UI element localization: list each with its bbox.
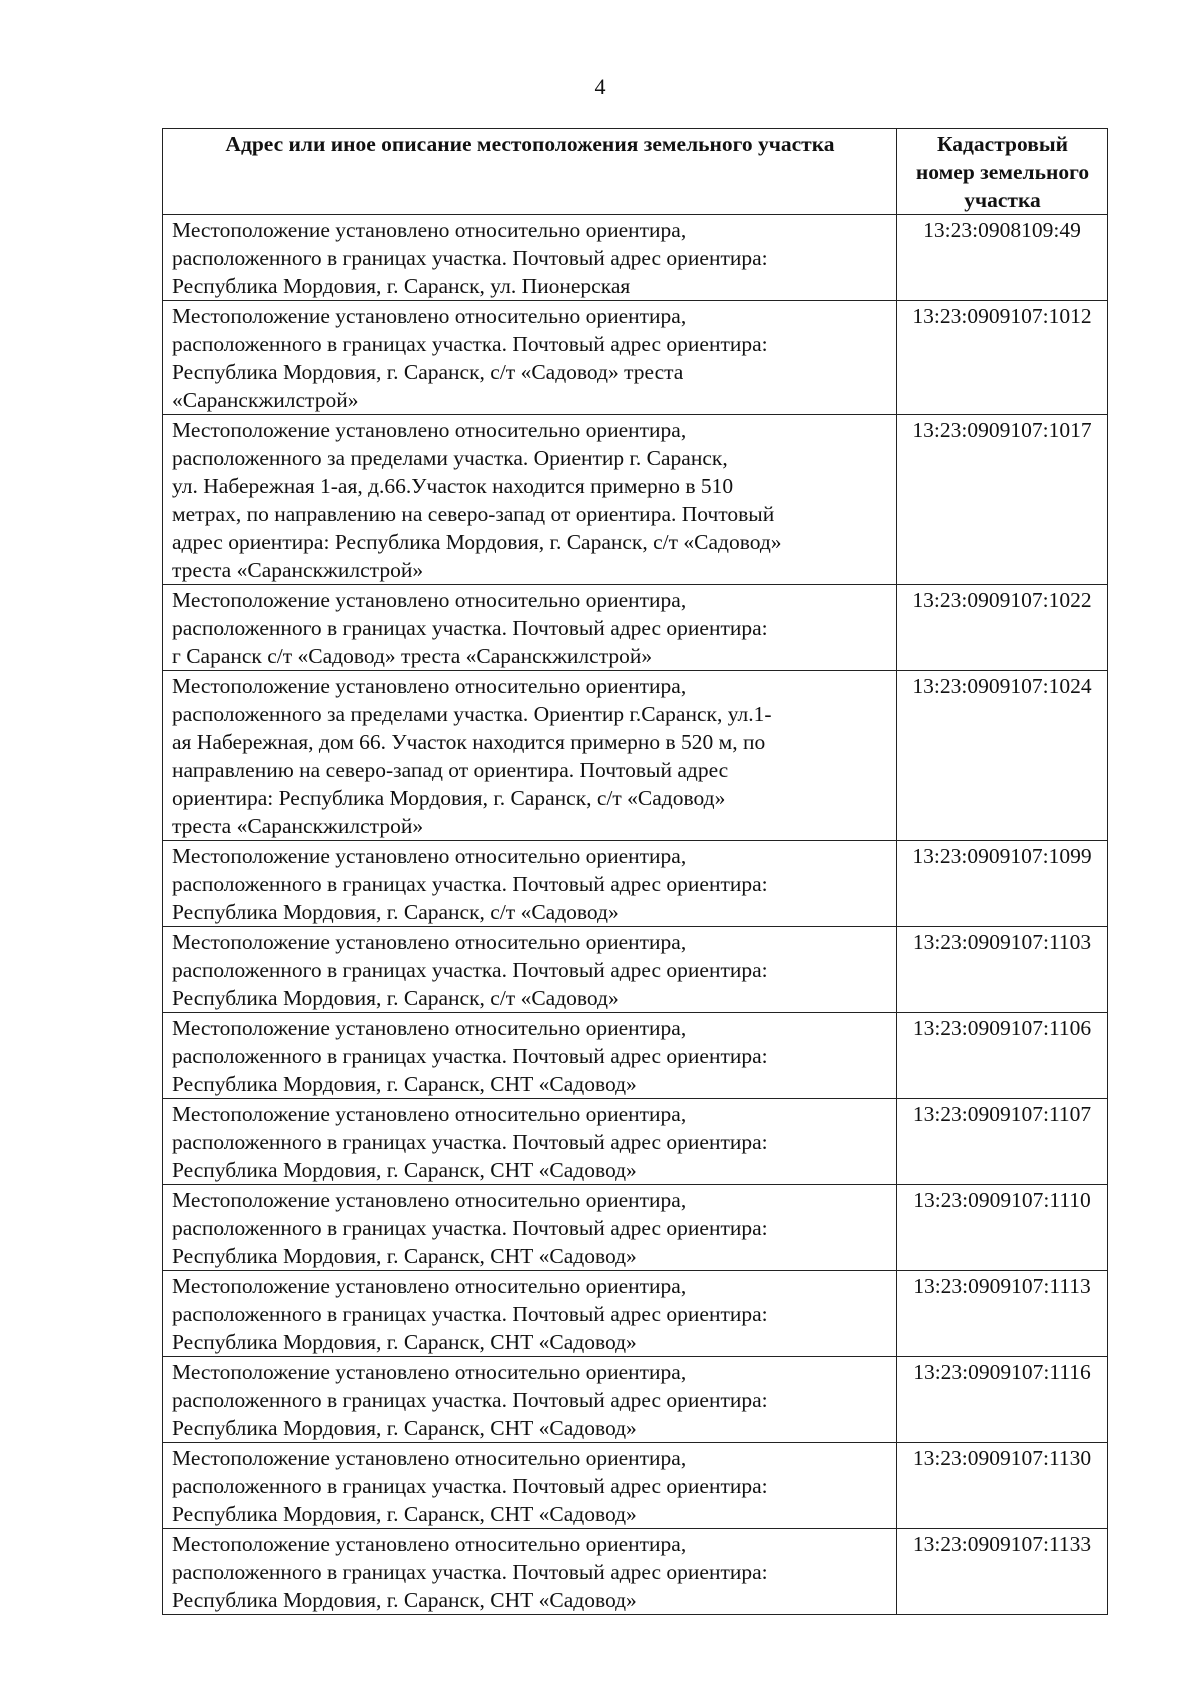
- address-line: Местоположение установлено относительно ориентира,: [172, 674, 687, 698]
- table-row: [163, 1013, 1108, 1099]
- table-row: [163, 415, 1108, 585]
- address-line: треста «Саранскжилстрой»: [172, 558, 424, 582]
- address-line: ая Набережная, дом 66. Участок находится примерно в 520 м, по: [172, 730, 766, 754]
- table-row: [163, 301, 1108, 415]
- address-line: Республика Мордовия, г. Саранск, с/т «Садовод»: [172, 900, 619, 924]
- table-body: [163, 215, 1108, 1615]
- address-line: Местоположение установлено относительно ориентира,: [172, 1532, 687, 1556]
- cadastral-number-cell: 13:23:0908109:49: [897, 215, 1108, 301]
- address-line: Республика Мордовия, г. Саранск, СНТ «Садовод»: [172, 1588, 637, 1612]
- address-line: Республика Мордовия, г. Саранск, СНТ «Садовод»: [172, 1330, 637, 1354]
- address-line: расположенного в границах участка. Почтовый адрес ориентира:: [172, 1388, 768, 1412]
- address-line: «Саранскжилстрой»: [172, 388, 359, 412]
- table-row: [163, 841, 1108, 927]
- cadastral-number-cell: 13:23:0909107:1099: [897, 841, 1108, 927]
- address-line: Республика Мордовия, г. Саранск, с/т «Садовод»: [172, 986, 619, 1010]
- address-line: Республика Мордовия, г. Саранск, СНТ «Садовод»: [172, 1158, 637, 1182]
- address-line: расположенного в границах участка. Почтовый адрес ориентира:: [172, 1216, 768, 1240]
- table-header-row: [163, 129, 1108, 215]
- address-line: Республика Мордовия, г. Саранск, СНТ «Садовод»: [172, 1244, 637, 1268]
- address-cell: [163, 585, 897, 671]
- address-line: Местоположение установлено относительно ориентира,: [172, 1446, 687, 1470]
- address-line: Республика Мордовия, г. Саранск, СНТ «Садовод»: [172, 1416, 637, 1440]
- address-cell: [163, 1357, 897, 1443]
- address-line: г Саранск с/т «Садовод» треста «Саранскжилстрой»: [172, 644, 653, 668]
- cadastral-number-cell: 13:23:0909107:1116: [897, 1357, 1108, 1443]
- address-line: расположенного за пределами участка. Ориентир г.Саранск, ул.1-: [172, 702, 772, 726]
- address-line: Местоположение установлено относительно ориентира,: [172, 418, 687, 442]
- address-line: ориентира: Республика Мордовия, г. Саранск, с/т «Садовод»: [172, 786, 726, 810]
- address-line: Республика Мордовия, г. Саранск, СНТ «Садовод»: [172, 1502, 637, 1526]
- address-line: Местоположение установлено относительно ориентира,: [172, 1274, 687, 1298]
- address-cell: [163, 1271, 897, 1357]
- table-row: [163, 1185, 1108, 1271]
- address-line: ул. Набережная 1-ая, д.66.Участок находится примерно в 510: [172, 474, 734, 498]
- table-row: [163, 671, 1108, 841]
- address-line: метрах, по направлению на северо-запад от ориентира. Почтовый: [172, 502, 775, 526]
- table-row: [163, 927, 1108, 1013]
- table-row: [163, 1357, 1108, 1443]
- address-cell: [163, 1443, 897, 1529]
- address-line: расположенного в границах участка. Почтовый адрес ориентира:: [172, 1560, 768, 1584]
- address-line: Республика Мордовия, г. Саранск, ул. Пионерская: [172, 274, 631, 298]
- address-cell: [163, 927, 897, 1013]
- table-header: [163, 129, 1108, 215]
- address-line: расположенного в границах участка. Почтовый адрес ориентира:: [172, 246, 768, 270]
- address-cell: [163, 1185, 897, 1271]
- cadastral-number-cell: 13:23:0909107:1012: [897, 301, 1108, 415]
- address-line: Республика Мордовия, г. Саранск, с/т «Садовод» треста: [172, 360, 684, 384]
- address-cell: [163, 301, 897, 415]
- cadastral-number-cell: 13:23:0909107:1024: [897, 671, 1108, 841]
- address-line: расположенного в границах участка. Почтовый адрес ориентира:: [172, 1302, 768, 1326]
- cadastral-header-line: участка: [964, 188, 1041, 212]
- cadastral-header-line: Кадастровый: [936, 132, 1068, 156]
- address-line: расположенного в границах участка. Почтовый адрес ориентира:: [172, 1044, 768, 1068]
- table-row: [163, 585, 1108, 671]
- cadastral-number-cell: 13:23:0909107:1017: [897, 415, 1108, 585]
- address-line: расположенного в границах участка. Почтовый адрес ориентира:: [172, 332, 768, 356]
- address-line: расположенного за пределами участка. Ориентир г. Саранск,: [172, 446, 728, 470]
- cadastral-number-cell: 13:23:0909107:1113: [897, 1271, 1108, 1357]
- cadastral-column-header: [897, 129, 1108, 215]
- cadastral-number-cell: 13:23:0909107:1107: [897, 1099, 1108, 1185]
- address-cell: [163, 415, 897, 585]
- address-line: расположенного в границах участка. Почтовый адрес ориентира:: [172, 616, 768, 640]
- table-row: [163, 215, 1108, 301]
- address-cell: [163, 841, 897, 927]
- table-row: [163, 1443, 1108, 1529]
- cadastral-number-cell: 13:23:0909107:1110: [897, 1185, 1108, 1271]
- table-row: [163, 1529, 1108, 1615]
- cadastral-number-cell: 13:23:0909107:1106: [897, 1013, 1108, 1099]
- address-cell: [163, 1099, 897, 1185]
- address-cell: [163, 671, 897, 841]
- address-line: расположенного в границах участка. Почтовый адрес ориентира:: [172, 1130, 768, 1154]
- address-line: Местоположение установлено относительно ориентира,: [172, 588, 687, 612]
- address-cell: [163, 215, 897, 301]
- address-column-header: Адрес или иное описание местоположения земельного участка: [163, 129, 897, 215]
- address-cell: [163, 1013, 897, 1099]
- table-row: [163, 1271, 1108, 1357]
- cadastral-number-cell: 13:23:0909107:1133: [897, 1529, 1108, 1615]
- address-line: расположенного в границах участка. Почтовый адрес ориентира:: [172, 958, 768, 982]
- address-cell: [163, 1529, 897, 1615]
- address-line: Местоположение установлено относительно ориентира,: [172, 930, 687, 954]
- address-line: расположенного в границах участка. Почтовый адрес ориентира:: [172, 1474, 768, 1498]
- cadastral-number-cell: 13:23:0909107:1130: [897, 1443, 1108, 1529]
- address-line: расположенного в границах участка. Почтовый адрес ориентира:: [172, 872, 768, 896]
- address-line: Местоположение установлено относительно ориентира,: [172, 844, 687, 868]
- address-line: адрес ориентира: Республика Мордовия, г. Саранск, с/т «Садовод»: [172, 530, 782, 554]
- address-line: Местоположение установлено относительно ориентира,: [172, 1102, 687, 1126]
- page-number: 4: [594, 74, 606, 99]
- table-row: [163, 1099, 1108, 1185]
- address-line: Местоположение установлено относительно ориентира,: [172, 1016, 687, 1040]
- address-line: треста «Саранскжилстрой»: [172, 814, 424, 838]
- cadastral-header-line: номер земельного: [915, 160, 1090, 184]
- address-line: Местоположение установлено относительно ориентира,: [172, 1188, 687, 1212]
- address-line: направлению на северо-запад от ориентира. Почтовый адрес: [172, 758, 729, 782]
- address-line: Местоположение установлено относительно ориентира,: [172, 218, 687, 242]
- address-line: Местоположение установлено относительно ориентира,: [172, 1360, 687, 1384]
- address-line: Местоположение установлено относительно ориентира,: [172, 304, 687, 328]
- land-plots-table: [162, 128, 1108, 1615]
- cadastral-number-cell: 13:23:0909107:1103: [897, 927, 1108, 1013]
- cadastral-number-cell: 13:23:0909107:1022: [897, 585, 1108, 671]
- address-line: Республика Мордовия, г. Саранск, СНТ «Садовод»: [172, 1072, 637, 1096]
